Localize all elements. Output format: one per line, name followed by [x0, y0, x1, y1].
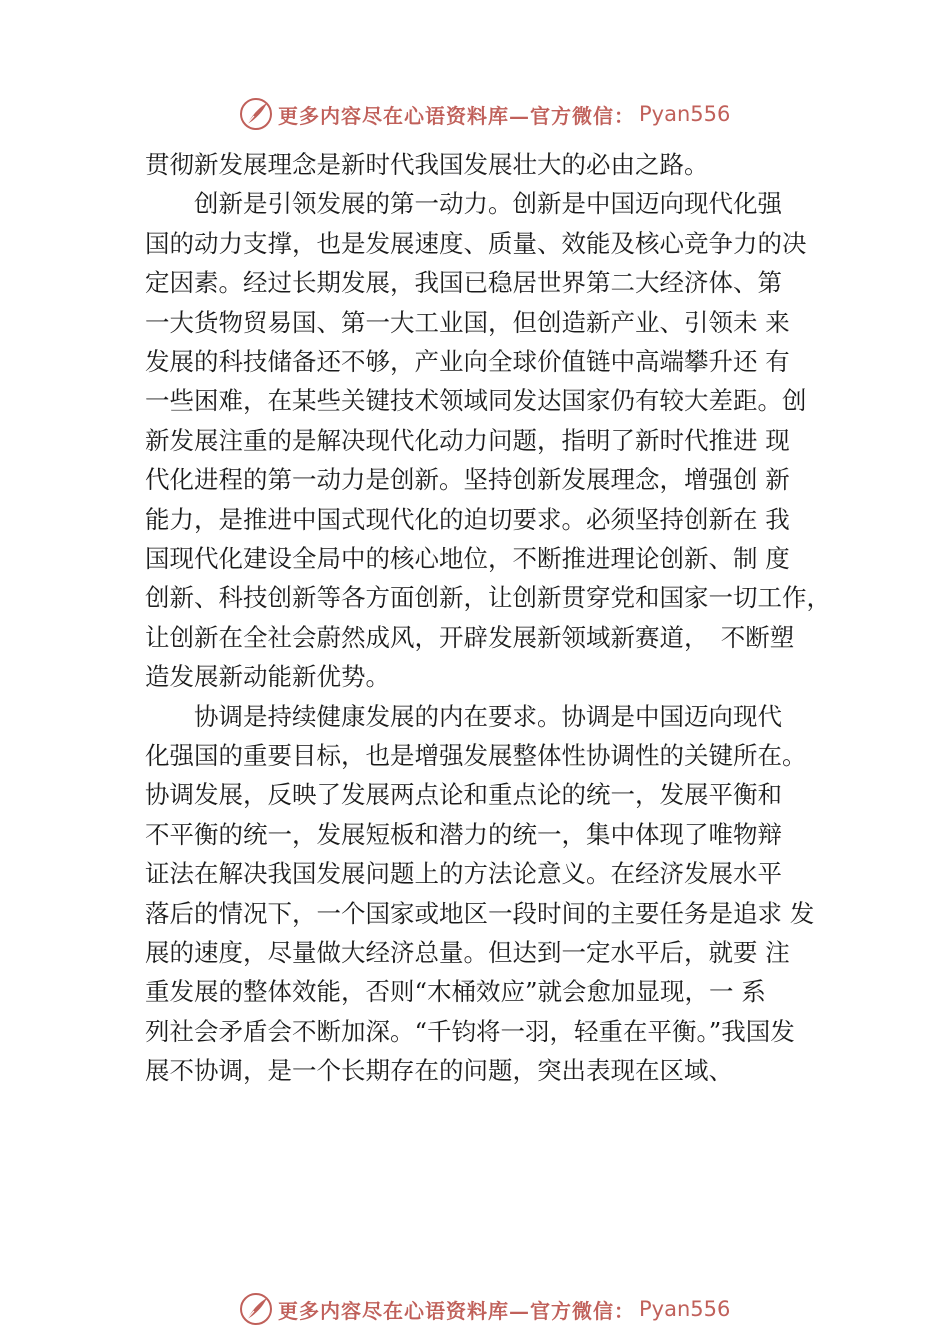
text-line: 新发展注重的是解决现代化动力问题，指明了新时代推进 现 — [145, 425, 790, 455]
text-line: 创新、科技创新等各方面创新，让创新贯穿党和国家一切工作， — [145, 583, 831, 613]
text-line: 展的速度，尽量做大经济总量。但达到一定水平后，就要 注 — [145, 938, 790, 967]
text-line: 落后的情况下，一个国家或地区一段时间的主要任务是追求 发 — [145, 898, 815, 928]
text-line: 能力，是推进中国式现代化的迫切要求。必须坚持创新在 我 — [145, 504, 790, 534]
text-line: 造发展新动能新优势。 — [145, 662, 390, 692]
text-line: 列社会矛盾会不断加深。“千钧将一羽，轻重在平衡。”我国发 — [145, 1016, 795, 1046]
text-line: 证法在解决我国发展问题上的方法论意义。在经济发展水平 — [145, 859, 782, 889]
footer-banner — [238, 1290, 730, 1328]
text-line: 不平衡的统一，发展短板和潜力的统一，集中体现了唯物辩 — [145, 819, 782, 849]
banner-text: 更多内容尽在心语资料库—官方微信： — [278, 103, 635, 128]
text-line: 贯彻新发展理念是新时代我国发展壮大的必由之路。 — [145, 150, 709, 179]
text-line: 让创新在全社会蔚然成风，开辟发展新领域新赛道， 不断塑 — [145, 622, 795, 652]
text-line: 创新是引领发展的第一动力。创新是中国迈向现代化强 — [145, 189, 782, 219]
text-line: 一些困难，在某些关键技术领域同发达国家仍有较大差距。创 — [145, 386, 807, 416]
quill-logo-icon — [238, 1291, 274, 1327]
header-banner — [238, 95, 730, 133]
text-line: 代化进程的第一动力是创新。坚持创新发展理念，增强创 新 — [145, 465, 790, 495]
text-line: 重发展的整体效能，否则“木桶效应”就会愈加显现，一 系 — [145, 977, 766, 1007]
text-line: 定因素。经过长期发展，我国已稳居世界第二大经济体、第 — [145, 268, 782, 298]
text-line: 一大货物贸易国、第一大工业国，但创造新产业、引领未 来 — [145, 307, 790, 337]
text-line: 发展的科技储备还不够，产业向全球价值链中高端攀升还 有 — [145, 347, 790, 376]
wechat-id: Pyan556 — [639, 102, 731, 126]
text-line: 展不协调，是一个长期存在的问题，突出表现在区域、 — [145, 1056, 733, 1086]
text-line: 协调是持续健康发展的内在要求。协调是中国迈向现代 — [145, 701, 782, 731]
quill-logo-icon — [238, 96, 274, 132]
banner-text: 更多内容尽在心语资料库—官方微信： — [278, 1298, 635, 1323]
text-line: 协调发展，反映了发展两点论和重点论的统一，发展平衡和 — [145, 780, 782, 810]
wechat-id: Pyan556 — [639, 1297, 731, 1321]
text-line: 国现代化建设全局中的核心地位，不断推进理论创新、制 度 — [145, 544, 790, 573]
text-line: 国的动力支撑，也是发展速度、质量、效能及核心竞争力的决 — [145, 228, 807, 258]
text-line: 化强国的重要目标，也是增强发展整体性协调性的关键所在。 — [145, 741, 807, 770]
